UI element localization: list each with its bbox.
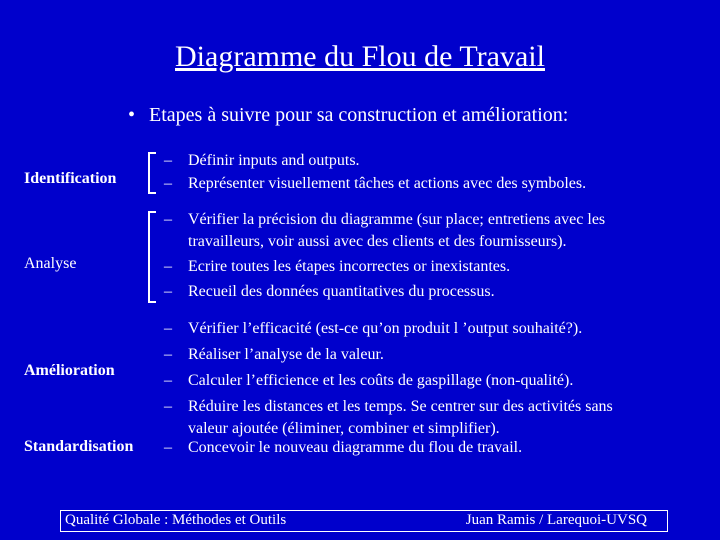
section-label-standardisation: Standardisation [24,438,134,455]
footer-left: Qualité Globale : Méthodes et Outils [65,512,287,528]
bracket-analyse [148,211,156,303]
list-item [164,437,674,459]
slide-title: Diagramme du Flou de Travail [175,40,545,73]
list-item [164,370,674,392]
subtitle-text: Etapes à suivre pour sa construction et amélioration: [149,104,569,126]
dash: – [164,258,172,275]
list-item [164,396,674,440]
item-text: Recueil des données quantitatives du processus. [188,283,495,300]
item-text: Réaliser l’analyse de la valeur. [188,346,384,363]
list-item [164,344,674,366]
bracket-identification [148,152,156,194]
item-text-continuation: valeur ajoutée (éliminer, combiner et simplifier). [188,420,500,437]
dash: – [164,211,172,228]
dash: – [164,346,172,363]
item-text-continuation: travailleurs, voir aussi avec des clients et des fournisseurs). [188,233,567,250]
bullet-icon: • [128,104,136,126]
dash: – [164,372,172,389]
dash: – [164,283,172,300]
list-item [164,209,674,253]
section-label-analyse: Analyse [24,255,77,272]
subtitle [128,104,568,127]
dash: – [164,152,172,169]
item-text: Ecrire toutes les étapes incorrectes or inexistantes. [188,258,511,275]
dash: – [164,320,172,337]
section-label-identification: Identification [24,170,117,187]
item-text: Concevoir le nouveau diagramme du flou de travail. [188,439,523,456]
list-item [164,318,674,340]
item-text: Définir inputs and outputs. [188,152,360,169]
item-text: Calculer l’efficience et les coûts de gaspillage (non-qualité). [188,372,574,389]
section-label-amelioration: Amélioration [24,362,115,379]
item-text: Représenter visuellement tâches et actions avec des symboles. [188,175,587,192]
list-item [164,150,674,172]
item-text: Vérifier la précision du diagramme (sur place; entretiens avec les [188,211,606,228]
item-text: Réduire les distances et les temps. Se centrer sur des activités sans [188,398,613,415]
item-text: Vérifier l’efficacité (est-ce qu’on produit l ’output souhaité?). [188,320,583,337]
footer-right: Juan Ramis / Larequoi-UVSQ [465,512,647,528]
footer-bar [60,510,668,532]
dash: – [164,175,172,192]
list-item [164,281,674,303]
list-item [164,256,674,278]
dash: – [164,398,172,415]
list-item [164,173,674,195]
dash: – [164,439,172,456]
